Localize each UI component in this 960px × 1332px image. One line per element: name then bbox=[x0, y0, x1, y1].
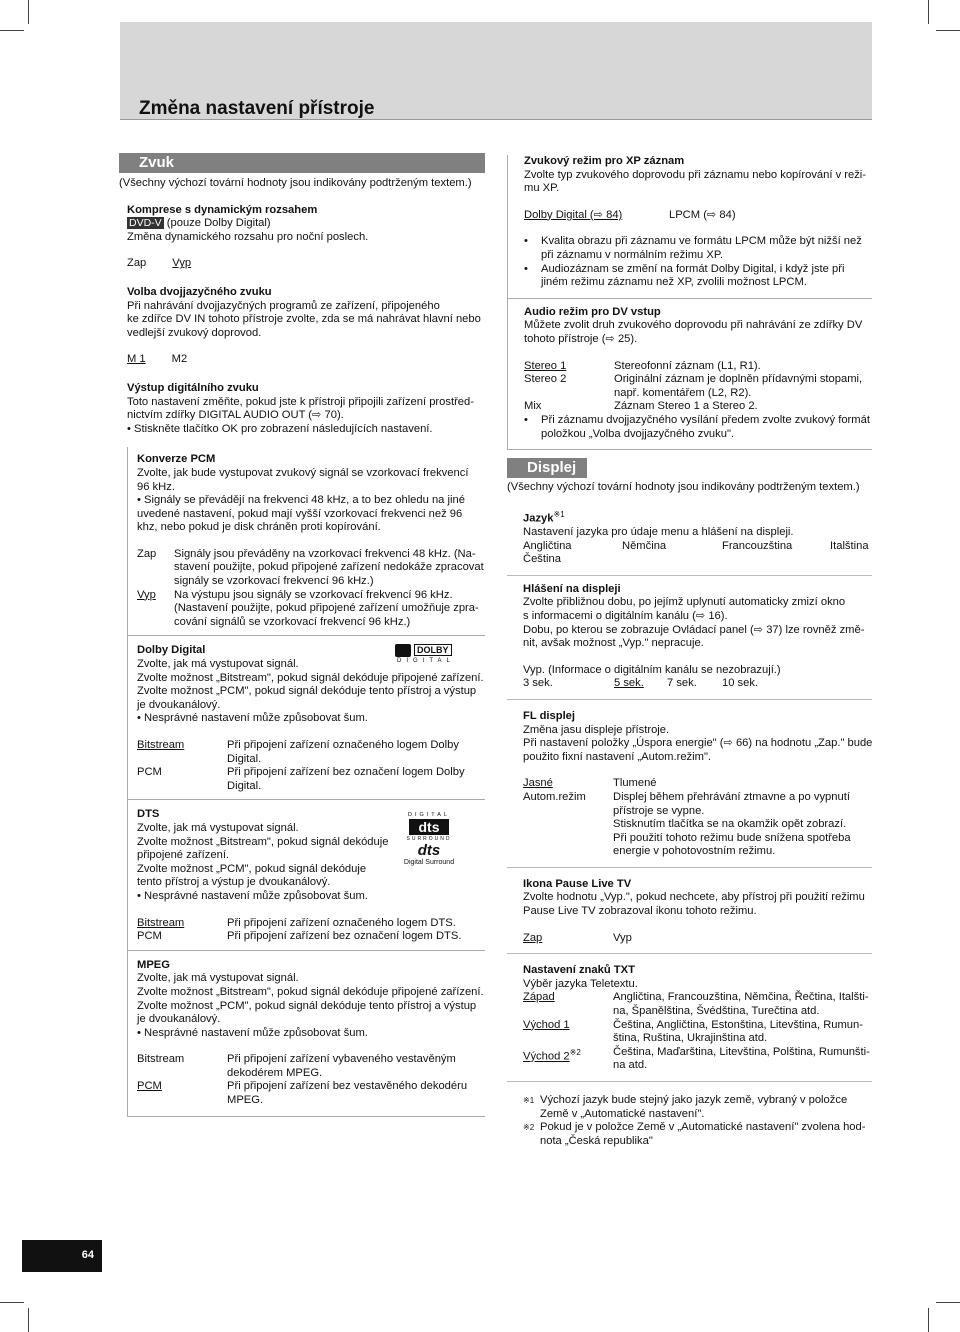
page-number: 64 bbox=[81, 1249, 94, 1261]
dual-text: Při nahrávání dvojjazyčných programů ze zařízení, připojeného bbox=[127, 299, 440, 312]
dts-logo-main: dts bbox=[409, 819, 449, 835]
dual-options bbox=[127, 353, 485, 367]
pcm-vyp-row bbox=[137, 589, 485, 630]
crop-mark bbox=[928, 1308, 929, 1332]
option-lpcm[interactable]: LPCM (⇨ 84) bbox=[669, 208, 736, 221]
option-desc: Digital. bbox=[227, 752, 262, 765]
option-desc: stavení použijte, pokud připojené zařízení nedokáže zpracovat bbox=[174, 561, 484, 574]
mpeg-box bbox=[127, 951, 485, 1117]
dts-title: DTS bbox=[137, 808, 160, 821]
option-vychod-1[interactable]: Východ 1 bbox=[523, 1018, 570, 1031]
option-desc: MPEG. bbox=[227, 1094, 264, 1107]
section-header-zvuk: Zvuk bbox=[119, 153, 485, 173]
dolby-logo bbox=[395, 644, 457, 664]
txt-text: Výběr jazyka Teletextu. bbox=[523, 977, 638, 990]
pcm-bullet: • Signály se převádějí na frekvenci 48 kHz, a to bez ohledu na jiné bbox=[137, 494, 465, 507]
dolby-box bbox=[127, 636, 485, 800]
dts-text: připojené zařízení. bbox=[137, 849, 230, 862]
option-desc: Tlumené bbox=[613, 777, 657, 790]
option-m2[interactable]: M2 bbox=[171, 353, 188, 366]
option-zap[interactable]: Zap bbox=[137, 547, 157, 560]
dv-text: tohoto přístroje (⇨ 25). bbox=[524, 332, 638, 345]
option-desc: Při připojení zařízení vybaveného vestavěným bbox=[227, 1053, 456, 1066]
option-autom-rezim[interactable]: Autom.režim bbox=[523, 790, 586, 803]
mpeg-text: Zvolte možnost „PCM", pokud signál dekóduje tento přístroj a výstup bbox=[137, 999, 477, 1012]
xp-bullet: při záznamu v normálním režimu XP. bbox=[541, 248, 723, 261]
xp-text: Zvolte typ zvukového doprovodu při záznamu nebo kopírování v reži- bbox=[524, 168, 867, 181]
txt-box bbox=[507, 954, 872, 1082]
fl-title: FL displej bbox=[523, 709, 576, 722]
pause-text: Pause Live TV zobrazoval ikonu tohoto režimu. bbox=[523, 905, 757, 918]
option-10-sek[interactable]: 10 sek. bbox=[722, 677, 759, 690]
dolby-pcm-row bbox=[137, 766, 485, 793]
fl-text: Změna jasu displeje přístroje. bbox=[523, 723, 670, 736]
drc-badge-line bbox=[127, 217, 485, 231]
dts-text: Zvolte možnost „PCM", pokud signál dekóduje bbox=[137, 862, 367, 875]
dual-title: Volba dvojjazyčného zvuku bbox=[127, 285, 272, 298]
option-desc: Při připojení zařízení označeného logem DTS. bbox=[227, 916, 456, 929]
digital-out-text: Toto nastavení změňte, pokud jste k přístroji připojili zařízení prostřed- bbox=[127, 395, 474, 408]
option-label: Východ 2 bbox=[523, 1050, 570, 1063]
jazyk-box bbox=[507, 508, 872, 576]
dolby-logo-sub: DIGITAL bbox=[397, 658, 455, 665]
dts-text: Zvolte, jak má vystupovat signál. bbox=[137, 821, 299, 834]
dual-text: ke zdířce DV IN tohoto přístroje zvolte, zda se má nahrávat hlavní nebo bbox=[127, 313, 481, 326]
hlaseni-text: nit, avšak možnost „Vyp." nepracuje. bbox=[523, 637, 704, 650]
xp-bullet: Kvalita obrazu při záznamu ve formátu LPCM může být nižší než bbox=[541, 235, 862, 248]
option-desc: Originální záznam je doplněn přídavnými stopami, bbox=[614, 373, 863, 386]
hlaseni-box bbox=[507, 576, 872, 700]
option-3-sek[interactable]: 3 sek. bbox=[523, 677, 553, 690]
mpeg-pcm-row bbox=[137, 1080, 485, 1107]
dvd-badge: DVD-V bbox=[129, 217, 162, 230]
option-vyp[interactable]: Vyp bbox=[172, 257, 192, 270]
dts-logo-bottom: Digital Surround bbox=[403, 859, 455, 867]
option-desc: ština, Ruština, Ukrajinština atd. bbox=[613, 1032, 768, 1045]
option-7-sek[interactable]: 7 sek. bbox=[667, 677, 697, 690]
option-francouzstina[interactable]: Francouzština bbox=[722, 539, 793, 552]
crop-mark bbox=[936, 1302, 960, 1303]
footnote-mark: ※1 bbox=[553, 509, 565, 519]
mpeg-title: MPEG bbox=[137, 958, 170, 971]
option-bitstream[interactable]: Bitstream bbox=[137, 916, 185, 929]
option-bitstream[interactable]: Bitstream bbox=[137, 1053, 185, 1066]
dv-box: Audio režim pro DV vstup Můžete zvolit druh zvukového doprovodu při nahrávání ze zdířky DV tohoto přístroje (⇨ 25). Stereo 1 Stereofonní záznam (L1, R1). Stereo 2 Originální záznam je doplněn přídavnými stopami, např. komentářem (L2, R2). Mix Záznam Stereo 1 a Stereo 2. • Při záznamu dvojjazyčného vysílání předem zvolte zvukový formát položkou „Volba dvojjazyčného zvuku". bbox=[507, 299, 872, 450]
footnote-text: nota „Česká republika" bbox=[540, 1134, 653, 1147]
option-desc: na, Španělština, Švédština, Turečtina atd. bbox=[613, 1005, 820, 1018]
drc-badge-note: (pouze Dolby Digital) bbox=[163, 217, 271, 230]
crop-mark bbox=[0, 30, 24, 31]
fl-text: Při nastavení položky „Úspora energie" (⇨ 66) na hodnotu „Zap." bude bbox=[523, 737, 873, 750]
hlaseni-text: Zvolte přibližnou dobu, po jejímž uplynutí automaticky zmizí okno bbox=[523, 596, 846, 609]
pause-box bbox=[507, 868, 872, 954]
dts-pcm-row bbox=[137, 930, 485, 944]
option-desc: Stereofonní záznam (L1, R1). bbox=[614, 359, 761, 372]
dts-text: Zvolte možnost „Bitstream", pokud signál dekóduje bbox=[137, 835, 389, 848]
dts-logo-top: DIGITAL bbox=[408, 812, 450, 819]
option-cestina[interactable]: Čeština bbox=[523, 553, 561, 566]
dts-bitstream-row bbox=[137, 917, 485, 931]
pcm-text: 96 kHz. bbox=[137, 480, 175, 493]
xp-title: Zvukový režim pro XP záznam bbox=[524, 155, 685, 167]
option-desc: energie v pohotovostním režimu. bbox=[613, 845, 776, 858]
dts-logo-main2: dts bbox=[417, 842, 441, 860]
left-column bbox=[119, 153, 485, 1117]
dolby-text: Zvolte možnost „Bitstream", pokud signál dekóduje připojené zařízení. bbox=[137, 671, 484, 684]
option-5-sek[interactable]: 5 sek. bbox=[614, 677, 644, 690]
dts-text: tento přístroj a výstup je dvoukanálový. bbox=[137, 876, 331, 889]
crop-mark bbox=[28, 1308, 29, 1332]
dual-text: vedlejší zvukový doprovod. bbox=[127, 326, 262, 339]
crop-mark bbox=[936, 30, 960, 31]
pause-text: Zvolte hodnotu „Vyp.", pokud nechcete, aby přístroj při použití režimu bbox=[523, 891, 865, 904]
crop-mark bbox=[928, 0, 929, 24]
option-nemcina[interactable]: Němčina bbox=[622, 539, 667, 552]
drc-text: Změna dynamického rozsahu pro noční poslech. bbox=[127, 230, 369, 243]
hlaseni-title: Hlášení na displeji bbox=[523, 582, 621, 595]
option-dolby-digital[interactable]: Dolby Digital (⇨ 84) bbox=[524, 208, 623, 221]
option-desc: Displej během přehrávání ztmavne a po vypnutí bbox=[613, 790, 850, 803]
footnote-text: Pokud je v položce Země v „Automatické nastavení" zvolena hod- bbox=[540, 1121, 866, 1134]
option-desc: přístroje se vypne. bbox=[613, 804, 705, 817]
default-note: (Všechny výchozí tovární hodnoty jsou indikovány podtrženým textem.) bbox=[119, 177, 472, 189]
option-stereo1[interactable]: Stereo 1 bbox=[524, 359, 567, 372]
footnote-mark: ※1 bbox=[523, 1096, 535, 1106]
jazyk-text: Nastavení jazyka pro údaje menu a hlášení na displeji. bbox=[523, 526, 794, 539]
option-desc: Při připojení zařízení bez vestavěného dekodéru bbox=[227, 1080, 468, 1093]
pcm-zap-row bbox=[137, 548, 485, 589]
option-pcm[interactable]: PCM bbox=[137, 766, 162, 779]
option-zap[interactable]: Zap bbox=[523, 931, 543, 944]
xp-bullet: jiném režimu záznamu než XP, zvolili možnost LPCM. bbox=[541, 276, 807, 289]
footnote-mark: ※2 bbox=[523, 1123, 535, 1133]
option-desc: signály se vzorkovací frekvencí 96 kHz.) bbox=[174, 575, 374, 588]
option-desc: Záznam Stereo 1 a Stereo 2. bbox=[614, 400, 758, 413]
footnote-mark: ※2 bbox=[569, 1047, 581, 1057]
digital-out-title: Výstup digitálního zvuku bbox=[127, 381, 259, 394]
option-desc: Při připojení zařízení bez označení logem DTS. bbox=[227, 930, 462, 943]
page-title: Změna nastavení přístroje bbox=[139, 98, 375, 119]
option-desc: Čeština, Maďarština, Litevština, Polština, Rumunšti- bbox=[613, 1045, 870, 1058]
dts-bullet: • Nesprávné nastavení může způsobovat šum. bbox=[137, 889, 368, 902]
option-zap[interactable]: Zap bbox=[127, 257, 147, 270]
option-desc: dekodérem MPEG. bbox=[227, 1066, 323, 1079]
dolby-text: Zvolte, jak má vystupovat signál. bbox=[137, 658, 299, 671]
option-desc: na atd. bbox=[613, 1059, 648, 1072]
dolby-logo-text: DOLBY bbox=[414, 644, 452, 656]
default-note: (Všechny výchozí tovární hodnoty jsou indikovány podtrženým textem.) bbox=[507, 481, 860, 494]
dts-box bbox=[127, 800, 485, 950]
option-pcm[interactable]: PCM bbox=[137, 930, 162, 943]
dv-bullet: položkou „Volba dvojjazyčného zvuku". bbox=[541, 427, 735, 440]
dv-text: Můžete zvolit druh zvukového doprovodu při nahrávání ze zdířky DV bbox=[524, 319, 863, 332]
txt-title: Nastavení znaků TXT bbox=[523, 964, 635, 977]
option-stereo2[interactable]: Stereo 2 bbox=[524, 373, 567, 386]
crop-mark bbox=[0, 1302, 24, 1303]
xp-text: mu XP. bbox=[524, 182, 560, 195]
option-vychod-2[interactable] bbox=[523, 1046, 613, 1073]
hlaseni-options bbox=[523, 677, 872, 691]
hlaseni-text: Dobu, po kterou se zobrazuje Ovládací panel (⇨ 37) lze rovněž změ- bbox=[523, 623, 865, 636]
option-desc: Při použití tohoto režimu bude snížena spotřeba bbox=[613, 831, 851, 844]
option-desc: Digital. bbox=[227, 779, 262, 792]
dolby-title: Dolby Digital bbox=[137, 644, 206, 657]
xp-options bbox=[524, 209, 872, 223]
right-column bbox=[507, 155, 872, 1148]
option-desc: Čeština, Angličtina, Estonština, Litevština, Rumun- bbox=[613, 1018, 863, 1031]
jazyk-options bbox=[523, 540, 872, 554]
option-anglictina[interactable]: Angličtina bbox=[523, 539, 572, 552]
jazyk-title: Jazyk bbox=[523, 512, 554, 525]
option-vyp[interactable]: Vyp bbox=[613, 931, 632, 944]
dolby-text: je dvoukanálový. bbox=[137, 698, 221, 711]
pcm-bullet: khz, nebo pokud je disk chráněn proti kopírování. bbox=[137, 521, 381, 534]
xp-bullets: • Kvalita obrazu při záznamu ve formátu LPCM může být nižší než při záznamu v normálním režimu XP. • Audiozáznam se změní na formát Dolby Digital, i když jste při jiném režimu záznamu než XP, zvolili možnost LPCM. bbox=[524, 235, 862, 289]
dolby-bitstream-row bbox=[137, 739, 485, 766]
footnotes bbox=[507, 1094, 872, 1148]
fl-box bbox=[507, 700, 872, 868]
option-pcm[interactable]: PCM bbox=[137, 1080, 162, 1093]
dv-title: Audio režim pro DV vstup bbox=[524, 305, 661, 318]
dolby-bullet: • Nesprávné nastavení může způsobovat šum. bbox=[137, 712, 368, 725]
pcm-title: Konverze PCM bbox=[137, 453, 216, 466]
hlaseni-text: Vyp. (Informace o digitálním kanálu se nezobrazují.) bbox=[523, 663, 781, 676]
option-zapad[interactable]: Západ bbox=[523, 991, 555, 1004]
mpeg-bitstream-row bbox=[137, 1053, 485, 1080]
xp-box bbox=[507, 155, 872, 299]
digital-out-text: nictvím zdířky DIGITAL AUDIO OUT (⇨ 70). bbox=[127, 409, 344, 422]
option-desc: Na výstupu jsou signály se vzorkovací frekvencí 96 kHz. bbox=[174, 588, 453, 601]
crop-mark bbox=[28, 0, 29, 24]
option-italstina[interactable]: Italština bbox=[830, 539, 869, 552]
dts-logo-surround: SURROUND bbox=[406, 836, 452, 843]
option-m1[interactable]: M 1 bbox=[127, 353, 146, 366]
option-bitstream[interactable]: Bitstream bbox=[137, 739, 185, 751]
pcm-box bbox=[127, 447, 485, 636]
dts-logo bbox=[389, 812, 469, 874]
option-jasne[interactable]: Jasné bbox=[523, 777, 553, 790]
section-header-displej: Displej bbox=[507, 458, 587, 478]
dolby-text: Zvolte možnost „PCM", pokud signál dekóduje tento přístroj a výstup bbox=[137, 685, 477, 698]
footnote-text: Výchozí jazyk bude stejný jako jazyk země, vybraný v položce bbox=[540, 1094, 848, 1107]
option-vyp[interactable]: Vyp bbox=[137, 588, 156, 601]
hlaseni-text: s informacemi o digitálním kanálu (⇨ 16). bbox=[523, 609, 728, 622]
pcm-bullet: uvedené nastavení, pokud mají vyšší vzorkovací frekvenci než 96 bbox=[137, 507, 463, 520]
option-desc: Signály jsou převáděny na vzorkovací frekvenci 48 kHz. (Na- bbox=[174, 547, 476, 560]
mpeg-text: Zvolte, jak má vystupovat signál. bbox=[137, 972, 299, 985]
page-number-tab bbox=[22, 1240, 102, 1272]
dv-bullet: Při záznamu dvojjazyčného vysílání předem zvolte zvukový formát bbox=[541, 413, 870, 426]
digital-out-bullet: • Stiskněte tlačítko OK pro zobrazení následujících nastavení. bbox=[127, 422, 433, 435]
option-desc: Angličtina, Francouzština, Němčina, Řečtina, Italšti- bbox=[613, 991, 869, 1004]
fl-text: použito fixní nastavení „Autom.režim". bbox=[523, 750, 712, 763]
option-desc: cování signálů se vzorkovací frekvencí 96 kHz.) bbox=[174, 615, 411, 628]
footnote-text: Země v „Automatické nastavení". bbox=[540, 1107, 705, 1120]
mpeg-text: je dvoukanálový. bbox=[137, 1013, 221, 1026]
drc-title: Komprese s dynamickým rozsahem bbox=[127, 203, 318, 216]
xp-bullet: Audiozáznam se změní na formát Dolby Digital, i když jste při bbox=[541, 262, 845, 275]
mpeg-text: Zvolte možnost „Bitstream", pokud signál dekóduje připojené zařízení. bbox=[137, 985, 484, 998]
option-mix[interactable]: Mix bbox=[524, 400, 542, 413]
option-desc: např. komentářem (L2, R2). bbox=[614, 386, 752, 399]
mpeg-bullet: • Nesprávné nastavení může způsobovat šum. bbox=[137, 1026, 368, 1039]
pcm-text: Zvolte, jak bude vystupovat zvukový signál se vzorkovací frekvencí bbox=[137, 466, 469, 479]
option-desc: (Nastavení použijte, pokud připojené zařízení umožňuje zpra- bbox=[174, 602, 479, 615]
option-desc: Při připojení zařízení bez označení logem Dolby bbox=[227, 766, 465, 779]
option-desc: Při připojení zařízení označeného logem Dolby bbox=[227, 739, 459, 751]
pause-title: Ikona Pause Live TV bbox=[523, 877, 632, 890]
drc-options bbox=[127, 257, 485, 271]
option-desc: Stisknutím tlačítka se na okamžik opět zobrazí. bbox=[613, 818, 847, 831]
